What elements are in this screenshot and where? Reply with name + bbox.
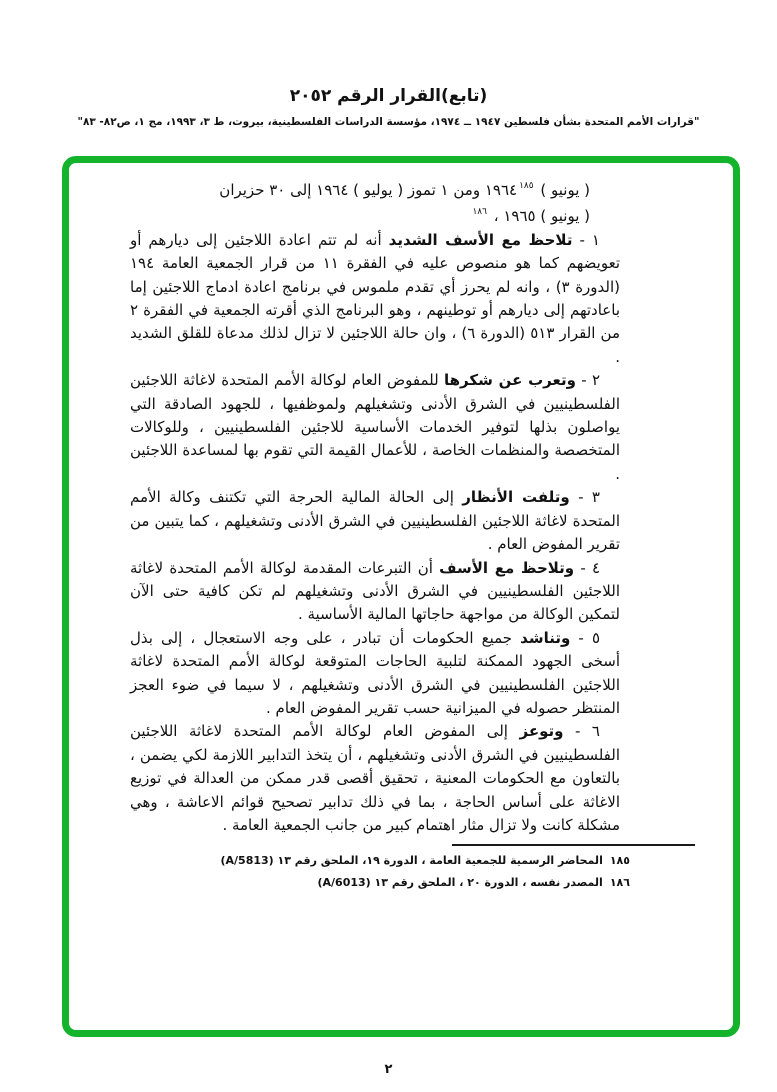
green-highlight-frame: [62, 156, 740, 1037]
paragraph-2: [130, 369, 620, 486]
paragraph-4-number: ٤ -: [580, 558, 600, 577]
intro-line-2: [130, 202, 590, 228]
paragraph-4-lead: وتلاحظ مع الأسف: [439, 558, 575, 577]
footnote-186: [130, 872, 630, 894]
intro-line-1: [130, 176, 590, 202]
footnote-186-text: المصدر نفسه ، الدورة ٢٠ ، الملحق رقم ١٣: [374, 876, 603, 890]
footnote-185: [130, 850, 630, 872]
paragraph-5-lead: وتناشد: [520, 628, 571, 647]
footnote-185-ref: (A/5813): [220, 854, 274, 868]
footnote-186-number: ١٨٦: [609, 876, 630, 890]
paragraph-5-number: ٥ -: [578, 628, 600, 647]
footnote-separator: [452, 844, 695, 846]
paragraph-6-number: ٦ -: [574, 722, 600, 741]
paragraph-1-number: ١ -: [579, 230, 600, 249]
paragraph-6-lead: وتوعز: [519, 722, 564, 741]
source-citation: "قرارات الأمم المتحدة بشأن فلسطين ١٩٤٧ ــ ١٩٧٤، مؤسسة الدراسات الفلسطينية، بيروت، ط ٣، ١٩٩٣، مج ١، ص٨٢- ٨٣": [77, 116, 700, 128]
paragraph-1-body: أنه لم تتم اعادة اللاجئين إلى ديارهم أو تعويضهم كما هو منصوص عليه في الفقرة ١١ من قرار الجمعية العامة ١٩٤ (الدورة ٣) ، وانه لم يحرز أي تقدم ملموس في برنامج اعادة ادماج اللاجئين إما باعادتهم إلى ديارهم أو توطينهم ، وهو البرنامج الذي أقرته الجمعية في الفقرة ٢ من القرار ٥١٣ (الدورة ٦) ، وان حالة اللاجئين لا تزال لذلك مدعاة للقلق الشديد .: [130, 230, 621, 366]
paragraph-3-lead: وتلفت الأنظار: [462, 488, 570, 507]
paragraph-5: [130, 627, 620, 721]
paragraph-3: [130, 486, 620, 556]
paragraph-1: [130, 229, 620, 369]
resolution-title: (تابع)القرار الرقم ٢٠٥٢: [289, 86, 488, 106]
paragraph-1-lead: تلاحظ مع الأسف الشديد: [388, 230, 573, 249]
paragraph-4-body: أن التبرعات المقدمة لوكالة الأمم المتحدة لاغاثة اللاجئين الفلسطينيين في الشرق الأدنى وتشغيلهم لم تكن كافية حتى الآن لتمكين الوكالة من مواجهة حاجاتها المالية الأساسية .: [130, 558, 620, 624]
paragraph-4: [130, 557, 620, 627]
paragraph-3-number: ٣ -: [578, 488, 600, 507]
paragraph-3-body: إلى الحالة المالية الحرجة التي تكتنف وكالة الأمم المتحدة لاغاثة اللاجئين الفلسطينيين في الشرق الأدنى وتشغيلهم ، كما يتبين من تقرير المفوض العام .: [130, 488, 620, 554]
paragraph-5-body: جميع الحكومات أن تبادر ، على وجه الاستعجال ، إلى بذل أسخى الجهود الممكنة لتلبية الحاجات المتوقعة لوكالة الأمم المتحدة لاغاثة اللاجئين الفلسطينيين في الشرق الأدنى وتشغيلهم ، لا سيما في ضوء العجز المنتظر حصوله في الميزانية حسب تقرير المفوض العام .: [130, 628, 620, 717]
footnote-mark-186: ١٨٦: [472, 207, 487, 218]
resolution-text: [69, 163, 733, 894]
intro-line-1-text: ( يونيو ) ١٩٦٤: [484, 181, 590, 199]
paragraph-2-number: ٢ -: [581, 371, 600, 390]
paragraph-2-lead: وتعرب عن شكرها: [443, 371, 576, 390]
intro-line-1-rest: ومن ١ تموز ( يوليو ) ١٩٦٤ إلى ٣٠ حزيران: [219, 181, 481, 199]
footnote-185-text: المحاضر الرسمية للجمعية العامة ، الدورة ١٩، الملحق رقم ١٣: [277, 854, 603, 868]
intro-line-2-text: ( يونيو ) ١٩٦٥ ،: [493, 207, 590, 226]
footnote-185-number: ١٨٥: [609, 854, 630, 868]
footnote-186-ref: (A/6013): [317, 876, 371, 890]
footnote-mark-185: ١٨٥: [519, 181, 534, 191]
page-number: ٢: [384, 1062, 393, 1077]
paragraph-6-body: إلى المفوض العام لوكالة الأمم المتحدة لاغاثة اللاجئين الفلسطينيين في الشرق الأدنى وتشغيلهم ، أن يتخذ التدابير اللازمة لكي يضمن ، بالتعاون مع الحكومات المعنية ، تحقيق أقصى قدر ممكن من العدالة في توزيع الاغاثة على أساس الحاجة ، بما في ذلك تدابير تصحيح قوائم الاعاشة ، وهي مشكلة كانت ولا تزال مثار اهتمام كبير من جانب الجمعية العامة .: [130, 722, 620, 834]
paragraph-6: [130, 720, 620, 837]
paragraph-2-body: للمفوض العام لوكالة الأمم المتحدة لاغاثة اللاجئين الفلسطينيين في الشرق الأدنى وتشغيلهم ولموظفيها ، للجهود الصادقة التي يواصلون بذلها لتوفير الخدمات الأساسية للاجئين الفلسطينيين ، وللوكالات المتخصصة والمنظمات الخاصة ، للأعمال القيمة التي تقوم بها لمساعدة اللاجئين .: [130, 371, 620, 483]
